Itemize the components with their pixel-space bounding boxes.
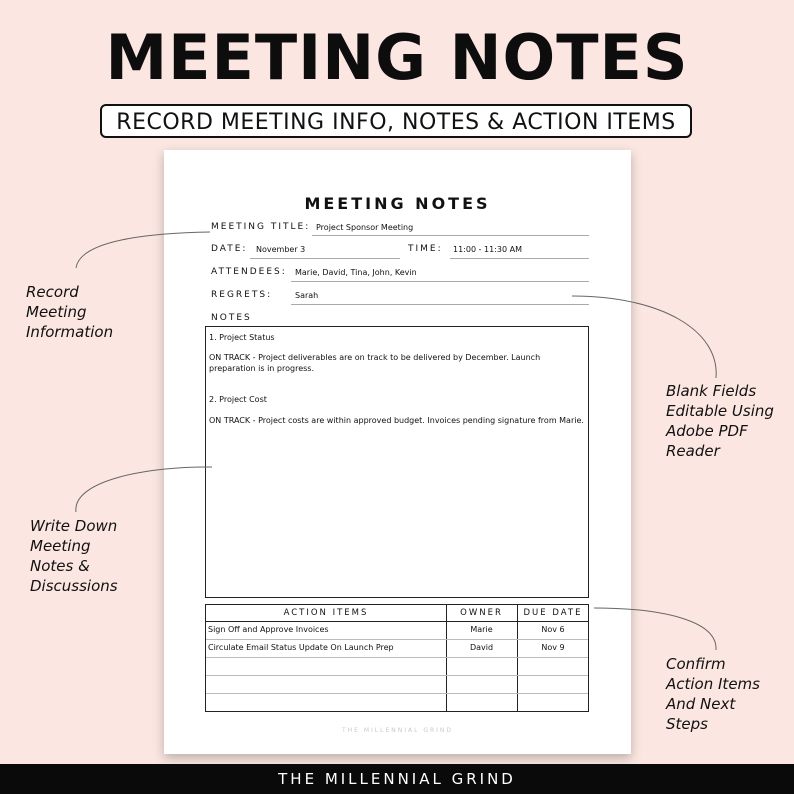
due-date-cell[interactable]: Nov 6 <box>541 625 565 634</box>
notes-line: ON TRACK - Project costs are within approved budget. Invoices pending signature from Marie. <box>209 416 584 425</box>
notes-line: 2. Project Cost <box>209 395 267 404</box>
doc-title: MEETING NOTES <box>304 194 491 213</box>
time-label: TIME: <box>408 244 443 254</box>
hero-title: MEETING NOTES <box>105 21 689 94</box>
callout-record-meeting-info: Record Meeting Information <box>26 283 114 341</box>
meeting-title-label: MEETING TITLE: <box>211 222 311 232</box>
owner-cell[interactable]: David <box>469 643 494 652</box>
sheet-watermark: THE MILLENNIAL GRIND <box>341 727 454 734</box>
attendees-field[interactable]: Marie, David, Tina, John, Kevin <box>295 268 417 277</box>
regrets-label: REGRETS: <box>211 290 273 300</box>
callout-blank-fields: Blank Fields Editable Using Adobe PDF Reader <box>666 382 774 460</box>
time-field[interactable]: 11:00 - 11:30 AM <box>453 245 522 254</box>
connector-record-info <box>76 232 210 268</box>
header-action-items: ACTION ITEMS <box>283 608 369 618</box>
connector-blank-fields <box>572 296 716 378</box>
meeting-title-field[interactable]: Project Sponsor Meeting <box>316 223 414 232</box>
callout-confirm-action-items: Confirm Action Items And Next Steps <box>666 655 760 733</box>
date-field[interactable]: November 3 <box>256 245 306 254</box>
action-item-cell[interactable]: Sign Off and Approve Invoices <box>208 625 329 634</box>
attendees-label: ATTENDEES: <box>211 267 287 277</box>
header-due-date: DUE DATE <box>523 608 583 618</box>
action-item-cell[interactable]: Circulate Email Status Update On Launch Prep <box>208 643 394 652</box>
notes-line: 1. Project Status <box>209 333 275 342</box>
hero-subtitle: RECORD MEETING INFO, NOTES & ACTION ITEMS <box>100 104 692 138</box>
connector-notes <box>76 467 212 512</box>
brand-footer: THE MILLENNIAL GRIND <box>0 764 794 794</box>
header-owner: OWNER <box>460 608 503 618</box>
callout-write-down-notes: Write Down Meeting Notes & Discussions <box>30 517 118 595</box>
notes-label: NOTES <box>211 313 252 323</box>
connector-action-items <box>594 608 716 650</box>
regrets-field[interactable]: Sarah <box>295 291 319 300</box>
due-date-cell[interactable]: Nov 9 <box>541 643 565 652</box>
notes-line: ON TRACK - Project deliverables are on track to be delivered by December. Launch preparation is in progress. <box>209 353 541 373</box>
date-label: DATE: <box>211 244 248 254</box>
owner-cell[interactable]: Marie <box>470 625 493 634</box>
